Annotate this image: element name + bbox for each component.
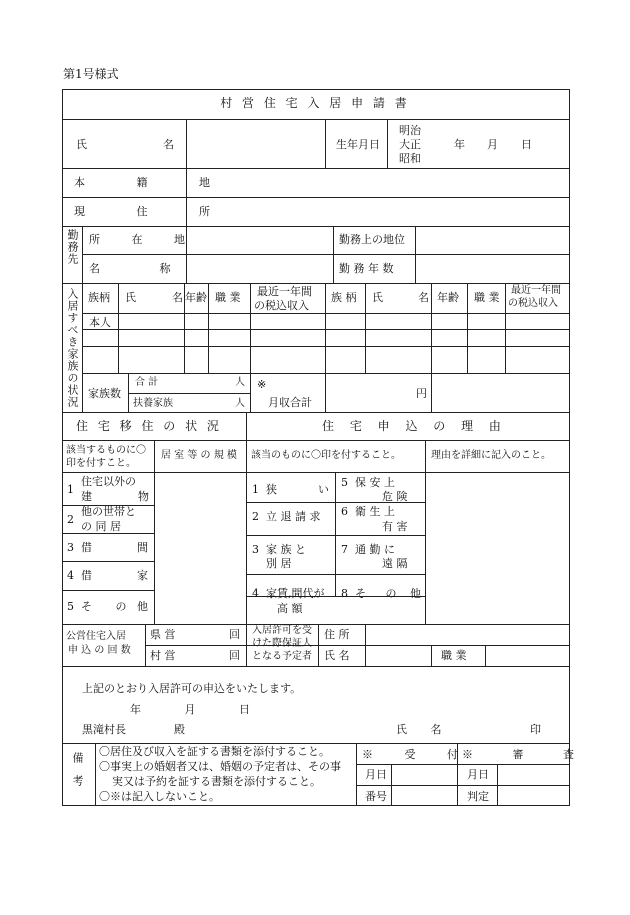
reason-item-l1: 狭 [266, 483, 277, 496]
status-item-l2: 建 物 [81, 490, 149, 503]
reason-item-l2: 高 額 [277, 602, 303, 615]
reason-item-no: 2 [252, 510, 259, 523]
family-self-label: 本人 [89, 316, 111, 329]
reason-item-no: 8 [341, 587, 348, 600]
workplace-label: 勤務先 [66, 229, 79, 265]
family-col-name-1: 氏 [125, 291, 136, 304]
family-col-relation-r: 族 柄 [331, 291, 357, 304]
reason-item-no: 7 [341, 543, 348, 556]
status-item-no: 2 [67, 513, 74, 526]
work-years-label: 勤 務 年 数 [339, 262, 394, 275]
status-item-l2: 家 [137, 569, 148, 582]
prefectural-label: 県 営 [150, 628, 176, 641]
address-field[interactable] [187, 198, 569, 225]
status-note-2: 印を付すこと。 [66, 458, 136, 469]
reason-item-l2: 遠 隔 [382, 557, 408, 570]
status-item-no: 5 [67, 600, 74, 613]
village-label: 村 営 [150, 649, 176, 662]
name-label-2: 名 [163, 138, 174, 151]
monthly-income-label: 月収合計 [268, 396, 312, 409]
reason-item-no: 1 [252, 483, 259, 496]
reason-item-l2: 別 居 [266, 557, 292, 570]
status-item-l1: そ の [81, 600, 137, 613]
status-item-l2: 間 [137, 541, 148, 554]
family-col-relation: 族柄 [88, 291, 110, 304]
declaration-date: 年 月 日 [130, 703, 270, 716]
reason-item-no: 5 [341, 476, 348, 489]
dependents-label: 扶養家族 [133, 398, 173, 409]
family-col-job-r: 職 業 [474, 291, 500, 304]
review-label: ※ 審 査 [462, 748, 592, 761]
family-total-label: 合 計 [135, 377, 159, 388]
notes-label: 備考 [71, 752, 84, 798]
work-position-label: 勤務上の地位 [339, 233, 405, 246]
prefectural-times: 回 [229, 628, 240, 641]
guarantor-job-label: 職 業 [441, 649, 467, 662]
monthly-yen: 円 [416, 387, 427, 400]
guarantor-address-label: 住 所 [324, 628, 350, 641]
note-line-1: 〇居住及び収入を証する書類を添付すること。 [99, 745, 330, 758]
reason-note: 該当のものに〇印を付すること。 [251, 450, 401, 461]
family-col-name-r1: 氏 [372, 291, 383, 304]
reason-item-l2: 危 険 [382, 490, 408, 503]
era-meiji[interactable]: 明治 [399, 124, 421, 137]
status-item-l1: 住宅以外の [81, 475, 136, 488]
form-number: 第1号様式 [63, 67, 119, 81]
family-col-income-2: の税込収入 [254, 299, 309, 312]
status-item-l1: 借 [81, 569, 92, 582]
review-judgment-label: 判定 [467, 790, 489, 803]
applications-label-1: 公営住宅入居 [66, 631, 126, 642]
status-item-l2: の 同 居 [81, 520, 121, 533]
note-line-4: 〇※は記入しないこと。 [99, 790, 220, 803]
dob-label: 生年月日 [336, 138, 380, 151]
name-label-1: 氏 [76, 138, 87, 151]
note-line-3: 実又は予約を証する書類を添付すること。 [112, 775, 321, 788]
family-col-income-r2: の税込収入 [508, 298, 558, 309]
status-note-1: 該当するものに〇 [66, 445, 146, 456]
family-col-income-1: 最近一年間 [257, 285, 312, 298]
reason-item-l2: 他 [410, 587, 421, 600]
guarantor-name-label: 氏 名 [324, 649, 350, 662]
reason-item-l1: 衛 生 上 [355, 505, 395, 518]
reason-item-l1: 立 退 請 求 [266, 510, 321, 523]
dependents-unit: 人 [235, 398, 245, 409]
housing-reason-title: 住 宅 申 込 の 理 由 [322, 419, 507, 433]
applicant-name-label: 氏 名 [396, 723, 452, 736]
receipt-date-label: 月日 [365, 768, 387, 781]
family-total-unit: 人 [235, 377, 245, 388]
room-scale-label: 居 室 等 の 規 模 [161, 450, 237, 461]
guarantor-label-1: 入居許可を受 [252, 625, 312, 636]
status-item-no: 3 [67, 541, 74, 554]
reason-item-no: 4 [252, 587, 259, 600]
receipt-number-label: 番号 [365, 790, 387, 803]
seal-mark: 印 [530, 723, 541, 736]
family-count-label: 家族数 [88, 387, 121, 400]
address-label: 現 住 所 [74, 205, 234, 218]
era-showa[interactable]: 昭和 [399, 152, 421, 165]
applications-label-2: 申 込 の 回 数 [68, 645, 131, 656]
work-location-label: 所 在 地 [89, 233, 199, 246]
status-item-l2: 他 [137, 600, 148, 613]
guarantor-label-2: けた際保証人 [252, 638, 312, 649]
village-times: 回 [229, 649, 240, 662]
reason-item-l1: そ の [355, 587, 405, 600]
family-col-job: 職 業 [215, 291, 241, 304]
form-title: 村 営 住 宅 入 居 申 請 書 [220, 96, 410, 110]
guarantor-label-3: となる予定者 [252, 651, 312, 662]
family-col-income-r1: 最近一年間 [511, 285, 561, 296]
dob-year: 年 [454, 138, 465, 151]
status-item-no: 4 [67, 569, 74, 582]
addressee: 黒滝村長 [82, 723, 126, 736]
review-date-label: 月日 [467, 768, 489, 781]
dob-day: 日 [521, 138, 532, 151]
reason-item-l1: 家 族 と [266, 543, 306, 556]
status-item-l1: 他の世帯と [81, 505, 136, 518]
family-col-age: 年齢 [185, 291, 207, 304]
status-item-l1: 借 [81, 541, 92, 554]
reason-item-no: 3 [252, 543, 259, 556]
detail-note: 理由を詳細に記入のこと。 [431, 450, 551, 461]
domicile-label: 本 籍 地 [74, 176, 234, 189]
honorific: 殿 [174, 723, 185, 736]
status-item-no: 1 [67, 483, 74, 496]
reason-item-l1: 家賃,間代が [266, 587, 325, 600]
declaration-text: 上記のとおり入居許可の申込をいたします。 [82, 682, 302, 695]
note-line-2: 〇事実上の婚姻者又は、婚姻の予定者は、その事 [99, 760, 341, 773]
reason-item-l1: 通 勤 に [355, 543, 395, 556]
receipt-label: ※ 受 付 [362, 748, 472, 761]
reason-item-l2: 有 害 [382, 520, 408, 533]
domicile-field[interactable] [187, 169, 569, 196]
era-taisho[interactable]: 大正 [399, 138, 421, 151]
name-field[interactable] [187, 120, 324, 167]
family-col-name-2: 名 [172, 291, 183, 304]
monthly-mark: ※ [257, 378, 267, 391]
work-name-label: 名 称 [89, 262, 199, 275]
family-col-name-r2: 名 [418, 291, 429, 304]
reason-item-l1: 保 安 上 [355, 476, 395, 489]
reason-item-no: 6 [341, 505, 348, 518]
family-label: 入居すべき家族の状況 [66, 288, 79, 408]
reason-item-l2: い [318, 483, 329, 496]
dob-month: 月 [487, 138, 498, 151]
housing-status-title: 住 宅 移 住 の 状 況 [76, 419, 222, 433]
family-col-age-r: 年齢 [437, 291, 459, 304]
